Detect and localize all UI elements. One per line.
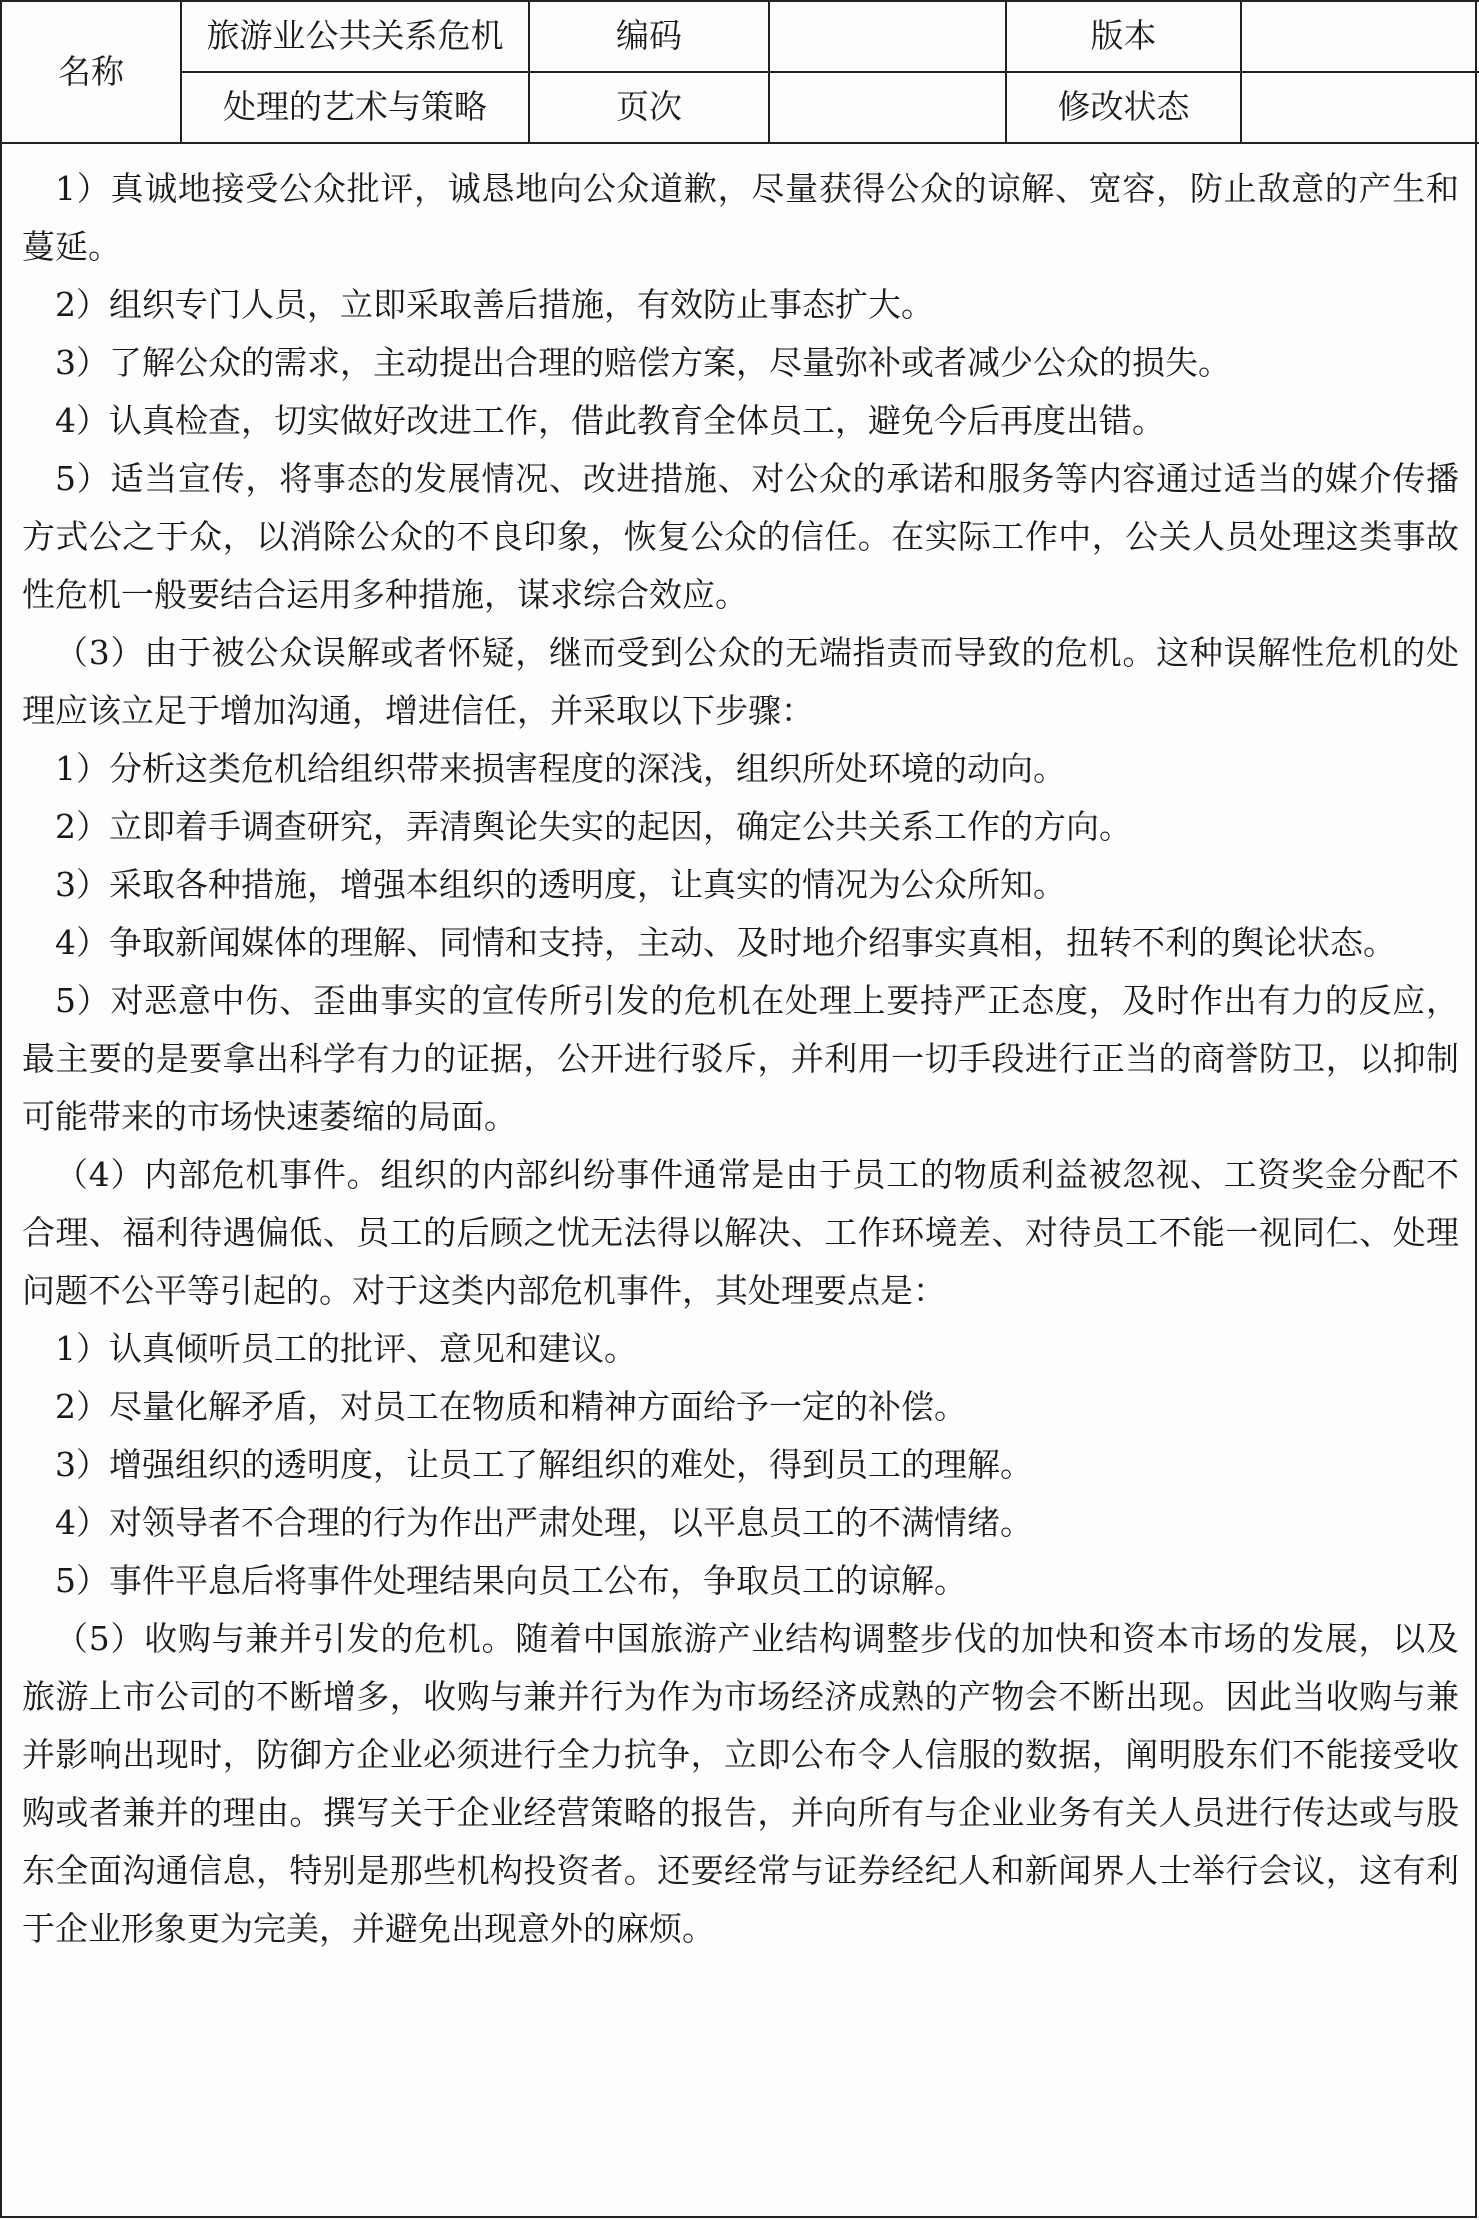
body-text	[22, 160, 1459, 1958]
title-line-1: 旅游业公共关系危机	[181, 1, 529, 72]
title-line-2: 处理的艺术与策略	[181, 72, 529, 143]
version-label: 版本	[1006, 1, 1241, 72]
paragraph: （5）收购与兼并引发的危机。随着中国旅游产业结构调整步伐的加快和资本市场的发展，以及旅游上市公司的不断增多，收购与兼并行为作为市场经济成熟的产物会不断出现。因此当收购与兼并影响出现时，防御方企业必须进行全力抗争，立即公布令人信服的数据，阐明股东们不能接受收购或者兼并的理由。撰写关于企业经营策略的报告，并向所有与企业业务有关人员进行传达或与股东全面沟通信息，特别是那些机构投资者。还要经常与证券经纪人和新闻界人士举行会议，这有利于企业形象更为完美，并避免出现意外的麻烦。	[22, 1619, 1459, 1948]
paragraph: 5）事件平息后将事件处理结果向员工公布，争取员工的谅解。	[55, 1561, 967, 1600]
version-value	[1241, 1, 1479, 72]
page-value	[769, 72, 1006, 143]
paragraph: 3）了解公众的需求，主动提出合理的赔偿方案，尽量弥补或者减少公众的损失。	[55, 343, 1231, 382]
revision-label: 修改状态	[1006, 72, 1241, 143]
paragraph: 1）认真倾听员工的批评、意见和建议。	[55, 1329, 637, 1368]
paragraph: 2）组织专门人员，立即采取善后措施，有效防止事态扩大。	[55, 285, 934, 324]
header-table	[0, 0, 1479, 144]
paragraph: 3）增强组织的透明度，让员工了解组织的难处，得到员工的理解。	[55, 1445, 1033, 1484]
paragraph: 2）尽量化解矛盾，对员工在物质和精神方面给予一定的补偿。	[55, 1387, 967, 1426]
paragraph: 1）分析这类危机给组织带来损害程度的深浅，组织所处环境的动向。	[55, 749, 1066, 788]
paragraph: 4）对领导者不合理的行为作出严肃处理，以平息员工的不满情绪。	[55, 1503, 1033, 1542]
paragraph: 5）对恶意中伤、歪曲事实的宣传所引发的危机在处理上要持严正态度，及时作出有力的反应，最主要的是要拿出科学有力的证据，公开进行驳斥，并利用一切手段进行正当的商誉防卫，以抑制可能带来的市场快速萎缩的局面。	[22, 981, 1459, 1136]
paragraph: （4）内部危机事件。组织的内部纠纷事件通常是由于员工的物质利益被忽视、工资奖金分配不合理、福利待遇偏低、员工的后顾之忧无法得以解决、工作环境差、对待员工不能一视同仁、处理问题不公平等引起的。对于这类内部危机事件，其处理要点是：	[22, 1155, 1459, 1310]
paragraph: 1）真诚地接受公众批评，诚恳地向公众道歉，尽量获得公众的谅解、宽容，防止敌意的产生和蔓延。	[22, 169, 1459, 266]
paragraph: 3）采取各种措施，增强本组织的透明度，让真实的情况为公众所知。	[55, 865, 1066, 904]
revision-value	[1241, 72, 1479, 143]
paragraph: 5）适当宣传，将事态的发展情况、改进措施、对公众的承诺和服务等内容通过适当的媒介传播方式公之于众，以消除公众的不良印象，恢复公众的信任。在实际工作中，公关人员处理这类事故性危机一般要结合运用多种措施，谋求综合效应。	[22, 459, 1459, 614]
paragraph: 4）争取新闻媒体的理解、同情和支持，主动、及时地介绍事实真相，扭转不利的舆论状态。	[55, 923, 1396, 962]
code-label: 编码	[529, 1, 769, 72]
name-label: 名称	[1, 1, 181, 143]
paragraph: 4）认真检查，切实做好改进工作，借此教育全体员工，避免今后再度出错。	[55, 401, 1165, 440]
paragraph: 2）立即着手调查研究，弄清舆论失实的起因，确定公共关系工作的方向。	[55, 807, 1132, 846]
code-value	[769, 1, 1006, 72]
page-label: 页次	[529, 72, 769, 143]
paragraph: （3）由于被公众误解或者怀疑，继而受到公众的无端指责而导致的危机。这种误解性危机的处理应该立足于增加沟通，增进信任，并采取以下步骤：	[22, 633, 1459, 730]
